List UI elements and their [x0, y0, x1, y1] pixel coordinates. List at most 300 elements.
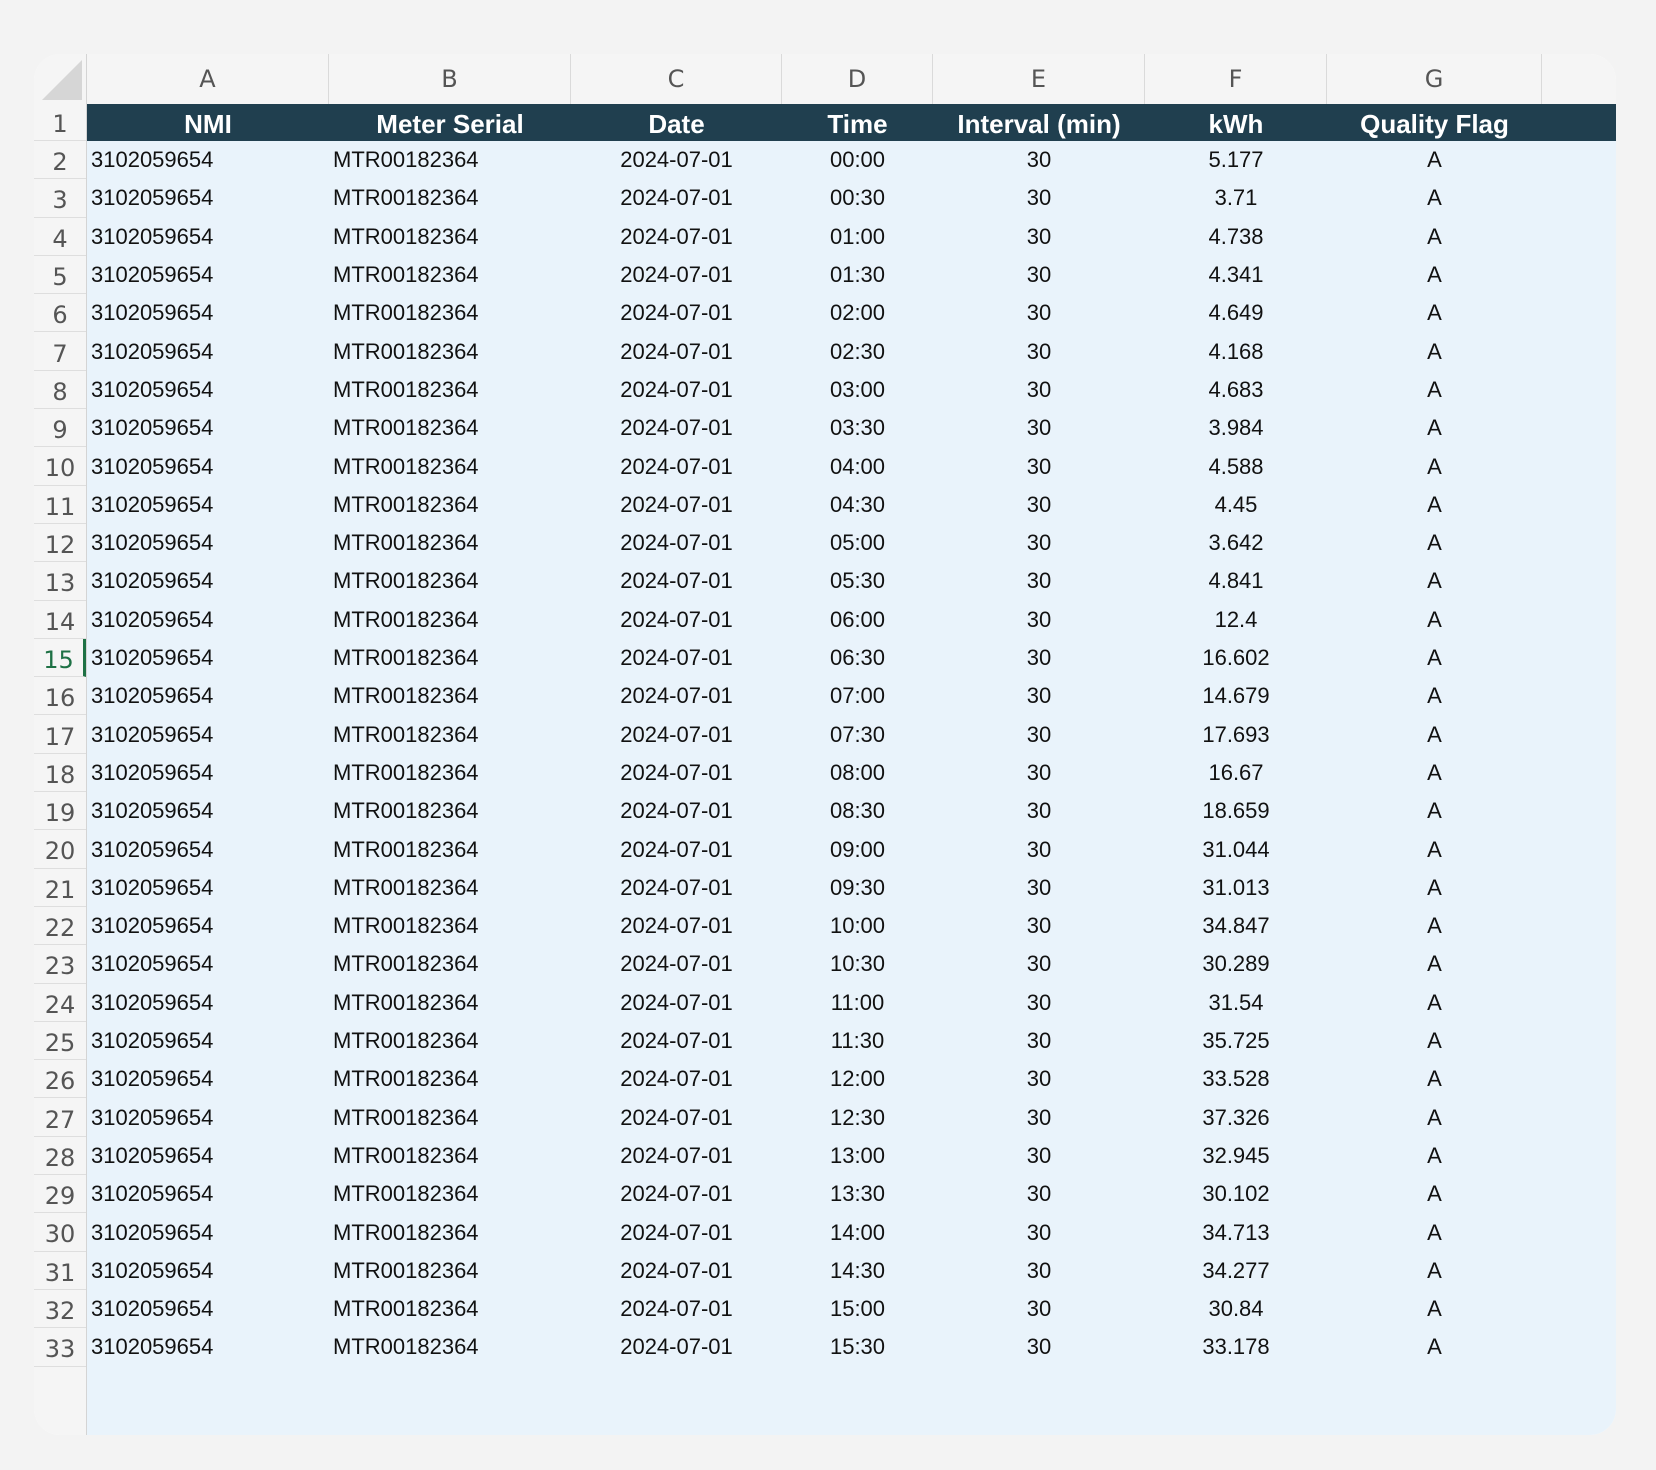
cell-time[interactable]: 12:30	[829, 1104, 886, 1130]
cell-time[interactable]: 11:00	[830, 989, 885, 1015]
row-header-8[interactable]: 8	[34, 371, 86, 409]
cell-nmi[interactable]: 3102059654	[91, 1028, 214, 1054]
cell-meter-serial[interactable]: MTR00182364	[333, 1334, 479, 1360]
table-row	[87, 218, 1616, 256]
cell-time[interactable]: 09:00	[829, 836, 886, 862]
cell-kwh[interactable]: 4.738	[1208, 223, 1264, 249]
cell-kwh[interactable]: 34.713	[1202, 1219, 1270, 1245]
cell-interval[interactable]: 30	[1026, 530, 1052, 556]
cell-kwh[interactable]: 30.84	[1208, 1296, 1264, 1322]
row-header-27[interactable]: 27	[34, 1099, 86, 1137]
cell-quality-flag[interactable]: A	[1427, 185, 1442, 211]
row-header-5[interactable]: 5	[34, 256, 86, 294]
cell-time[interactable]: 07:00	[829, 683, 886, 709]
cell-nmi[interactable]: 3102059654	[91, 1257, 214, 1283]
header-cell-interval[interactable]: Interval (min)	[957, 109, 1121, 139]
cell-kwh[interactable]: 37.326	[1202, 1104, 1270, 1130]
cell-meter-serial[interactable]: MTR00182364	[333, 1028, 479, 1054]
cell-interval[interactable]: 30	[1026, 262, 1052, 288]
cell-nmi[interactable]: 3102059654	[91, 530, 214, 556]
header-cell-quality-flag[interactable]: Quality Flag	[1360, 109, 1509, 139]
cell-meter-serial[interactable]: MTR00182364	[333, 223, 479, 249]
cell-nmi[interactable]: 3102059654	[91, 1066, 214, 1092]
row-header-strip	[34, 104, 87, 1435]
table-row	[87, 294, 1616, 332]
cell-kwh[interactable]: 12.4	[1214, 606, 1258, 632]
row-header-17[interactable]: 17	[34, 716, 86, 754]
cell-kwh[interactable]: 17.693	[1202, 721, 1270, 747]
cell-nmi[interactable]: 3102059654	[91, 1296, 214, 1322]
cell-meter-serial[interactable]: MTR00182364	[333, 836, 479, 862]
table-row	[87, 1252, 1616, 1290]
cell-date[interactable]: 2024-07-01	[620, 262, 733, 288]
row-header-25[interactable]: 25	[34, 1022, 86, 1060]
cell-quality-flag[interactable]: A	[1427, 913, 1442, 939]
row-header-1[interactable]: 1	[34, 104, 86, 141]
cell-interval[interactable]: 30	[1026, 453, 1052, 479]
cell-interval[interactable]: 30	[1026, 645, 1052, 671]
header-cell-nmi[interactable]: NMI	[184, 109, 232, 139]
table-row	[87, 639, 1616, 677]
cell-kwh[interactable]: 32.945	[1202, 1142, 1270, 1168]
cell-kwh[interactable]: 31.013	[1202, 874, 1270, 900]
cell-nmi[interactable]: 3102059654	[91, 491, 214, 517]
cell-date[interactable]: 2024-07-01	[620, 759, 733, 785]
row-header-21[interactable]: 21	[34, 869, 86, 907]
cell-quality-flag[interactable]: A	[1427, 530, 1442, 556]
header-cell-kwh[interactable]: kWh	[1208, 109, 1264, 139]
cell-interval[interactable]: 30	[1026, 338, 1052, 364]
row-header-16[interactable]: 16	[34, 677, 86, 715]
cell-time[interactable]: 10:30	[829, 951, 886, 977]
spreadsheet-grid	[34, 54, 1616, 1435]
row-header-2[interactable]: 2	[34, 141, 86, 179]
cell-meter-serial[interactable]: MTR00182364	[333, 491, 479, 517]
cell-interval[interactable]: 30	[1026, 185, 1052, 211]
table-row	[87, 256, 1616, 294]
cell-kwh[interactable]: 33.178	[1202, 1334, 1270, 1360]
table-row	[87, 371, 1616, 409]
cell-time[interactable]: 15:00	[829, 1296, 886, 1322]
table-row	[87, 677, 1616, 715]
cell-interval[interactable]: 30	[1026, 1104, 1052, 1130]
row-header-28[interactable]: 28	[34, 1137, 86, 1175]
cell-meter-serial[interactable]: MTR00182364	[333, 798, 479, 824]
cell-quality-flag[interactable]: A	[1427, 683, 1442, 709]
cell-kwh[interactable]: 18.659	[1202, 798, 1270, 824]
cell-nmi[interactable]: 3102059654	[91, 568, 214, 594]
cell-meter-serial[interactable]: MTR00182364	[333, 453, 479, 479]
cell-time[interactable]: 07:30	[829, 721, 886, 747]
cell-interval[interactable]: 30	[1026, 759, 1052, 785]
cell-meter-serial[interactable]: MTR00182364	[333, 262, 479, 288]
cell-kwh[interactable]: 4.341	[1208, 262, 1264, 288]
row-header-33[interactable]: 33	[34, 1328, 86, 1366]
cell-interval[interactable]: 30	[1026, 568, 1052, 594]
table-row	[87, 333, 1616, 371]
cell-date[interactable]: 2024-07-01	[620, 1142, 733, 1168]
cell-meter-serial[interactable]: MTR00182364	[333, 338, 479, 364]
cell-quality-flag[interactable]: A	[1427, 1257, 1442, 1283]
cell-date[interactable]: 2024-07-01	[620, 530, 733, 556]
cell-interval[interactable]: 30	[1026, 951, 1052, 977]
cell-interval[interactable]: 30	[1026, 836, 1052, 862]
cell-nmi[interactable]: 3102059654	[91, 415, 214, 441]
cell-kwh[interactable]: 5.177	[1208, 147, 1264, 173]
column-header-f[interactable]: F	[1145, 54, 1327, 104]
cell-meter-serial[interactable]: MTR00182364	[333, 300, 479, 326]
cell-nmi[interactable]: 3102059654	[91, 759, 214, 785]
cell-time[interactable]: 10:00	[829, 913, 886, 939]
cell-date[interactable]: 2024-07-01	[620, 185, 733, 211]
cell-quality-flag[interactable]: A	[1427, 1066, 1442, 1092]
cell-interval[interactable]: 30	[1026, 1334, 1052, 1360]
table-row	[87, 1022, 1616, 1060]
row-header-3[interactable]: 3	[34, 179, 86, 217]
cell-nmi[interactable]: 3102059654	[91, 185, 214, 211]
cell-nmi[interactable]: 3102059654	[91, 262, 214, 288]
cell-meter-serial[interactable]: MTR00182364	[333, 1296, 479, 1322]
table-row	[87, 792, 1616, 830]
cell-meter-serial[interactable]: MTR00182364	[333, 951, 479, 977]
cell-kwh[interactable]: 30.102	[1202, 1181, 1270, 1207]
cell-interval[interactable]: 30	[1026, 1219, 1052, 1245]
cell-quality-flag[interactable]: A	[1427, 568, 1442, 594]
cell-meter-serial[interactable]: MTR00182364	[333, 606, 479, 632]
cell-nmi[interactable]: 3102059654	[91, 453, 214, 479]
column-header-g[interactable]: G	[1327, 54, 1542, 104]
row-header-23[interactable]: 23	[34, 945, 86, 983]
cell-kwh[interactable]: 3.642	[1208, 530, 1264, 556]
cell-date[interactable]: 2024-07-01	[620, 1296, 733, 1322]
cell-date[interactable]: 2024-07-01	[620, 798, 733, 824]
cell-quality-flag[interactable]: A	[1427, 1334, 1442, 1360]
cell-kwh[interactable]: 34.277	[1202, 1257, 1270, 1283]
cell-kwh[interactable]: 30.289	[1202, 951, 1270, 977]
cell-date[interactable]: 2024-07-01	[620, 415, 733, 441]
cell-date[interactable]: 2024-07-01	[620, 645, 733, 671]
cell-nmi[interactable]: 3102059654	[91, 683, 214, 709]
header-cell-date[interactable]: Date	[648, 109, 705, 139]
cell-date[interactable]: 2024-07-01	[620, 453, 733, 479]
column-header-c[interactable]: C	[571, 54, 782, 104]
cell-meter-serial[interactable]: MTR00182364	[333, 147, 479, 173]
cell-interval[interactable]: 30	[1026, 798, 1052, 824]
cell-quality-flag[interactable]: A	[1427, 223, 1442, 249]
cell-quality-flag[interactable]: A	[1427, 262, 1442, 288]
cell-meter-serial[interactable]: MTR00182364	[333, 1219, 479, 1245]
cell-kwh[interactable]: 4.45	[1214, 491, 1258, 517]
cell-meter-serial[interactable]: MTR00182364	[333, 989, 479, 1015]
cell-date[interactable]: 2024-07-01	[620, 1334, 733, 1360]
header-cell-meter-serial[interactable]: Meter Serial	[376, 109, 524, 139]
cell-interval[interactable]: 30	[1026, 1142, 1052, 1168]
row-header-19[interactable]: 19	[34, 792, 86, 830]
column-header-a[interactable]: A	[87, 54, 329, 104]
cell-date[interactable]: 2024-07-01	[620, 300, 733, 326]
cell-quality-flag[interactable]: A	[1427, 798, 1442, 824]
cell-nmi[interactable]: 3102059654	[91, 1219, 214, 1245]
cell-meter-serial[interactable]: MTR00182364	[333, 415, 479, 441]
cell-date[interactable]: 2024-07-01	[620, 1066, 733, 1092]
cell-interval[interactable]: 30	[1026, 415, 1052, 441]
cell-quality-flag[interactable]: A	[1427, 951, 1442, 977]
cell-nmi[interactable]: 3102059654	[91, 376, 214, 402]
cell-date[interactable]: 2024-07-01	[620, 376, 733, 402]
row-header-29[interactable]: 29	[34, 1175, 86, 1213]
cell-date[interactable]: 2024-07-01	[620, 338, 733, 364]
cell-date[interactable]: 2024-07-01	[620, 1257, 733, 1283]
column-header-b[interactable]: B	[329, 54, 571, 104]
row-header-4[interactable]: 4	[34, 218, 86, 256]
cell-nmi[interactable]: 3102059654	[91, 1334, 214, 1360]
cell-date[interactable]: 2024-07-01	[620, 951, 733, 977]
cell-nmi[interactable]: 3102059654	[91, 874, 214, 900]
cell-time[interactable]: 05:00	[829, 530, 886, 556]
cell-kwh[interactable]: 4.841	[1208, 568, 1264, 594]
cell-date[interactable]: 2024-07-01	[620, 683, 733, 709]
cell-date[interactable]: 2024-07-01	[620, 721, 733, 747]
cell-quality-flag[interactable]: A	[1427, 1219, 1442, 1245]
cell-nmi[interactable]: 3102059654	[91, 721, 214, 747]
cell-kwh[interactable]: 35.725	[1202, 1028, 1270, 1054]
cell-meter-serial[interactable]: MTR00182364	[333, 874, 479, 900]
row-header-24[interactable]: 24	[34, 984, 86, 1022]
cell-date[interactable]: 2024-07-01	[620, 913, 733, 939]
cell-nmi[interactable]: 3102059654	[91, 645, 214, 671]
cell-meter-serial[interactable]: MTR00182364	[333, 683, 479, 709]
table-row	[87, 1328, 1616, 1366]
cell-time[interactable]: 02:30	[829, 338, 886, 364]
table-row	[87, 409, 1616, 447]
row-header-13[interactable]: 13	[34, 562, 86, 600]
cell-interval[interactable]: 30	[1026, 913, 1052, 939]
cell-kwh[interactable]: 4.168	[1208, 338, 1264, 364]
cell-quality-flag[interactable]: A	[1427, 645, 1442, 671]
row-header-6[interactable]: 6	[34, 294, 86, 332]
cell-nmi[interactable]: 3102059654	[91, 223, 214, 249]
table-row	[87, 716, 1616, 754]
cell-meter-serial[interactable]: MTR00182364	[333, 530, 479, 556]
cell-nmi[interactable]: 3102059654	[91, 951, 214, 977]
row-header-22[interactable]: 22	[34, 907, 86, 945]
cell-meter-serial[interactable]: MTR00182364	[333, 1066, 479, 1092]
cell-kwh[interactable]: 3.71	[1214, 185, 1258, 211]
cell-time[interactable]: 15:30	[829, 1334, 886, 1360]
cell-nmi[interactable]: 3102059654	[91, 147, 214, 173]
table-row	[87, 1137, 1616, 1175]
cell-meter-serial[interactable]: MTR00182364	[333, 913, 479, 939]
cell-interval[interactable]: 30	[1026, 1296, 1052, 1322]
cell-nmi[interactable]: 3102059654	[91, 798, 214, 824]
cell-meter-serial[interactable]: MTR00182364	[333, 645, 479, 671]
cell-quality-flag[interactable]: A	[1427, 491, 1442, 517]
cell-date[interactable]: 2024-07-01	[620, 606, 733, 632]
select-all-triangle-icon[interactable]	[42, 60, 82, 100]
cell-time[interactable]: 13:00	[829, 1142, 886, 1168]
cell-quality-flag[interactable]: A	[1427, 300, 1442, 326]
cell-kwh[interactable]: 4.588	[1208, 453, 1264, 479]
cell-meter-serial[interactable]: MTR00182364	[333, 759, 479, 785]
cell-interval[interactable]: 30	[1026, 1257, 1052, 1283]
cell-time[interactable]: 01:30	[829, 262, 886, 288]
cell-date[interactable]: 2024-07-01	[620, 223, 733, 249]
cell-nmi[interactable]: 3102059654	[91, 913, 214, 939]
select-all-corner[interactable]	[34, 54, 87, 104]
cell-kwh[interactable]: 16.67	[1208, 759, 1264, 785]
cell-interval[interactable]: 30	[1026, 606, 1052, 632]
cell-time[interactable]: 00:00	[829, 147, 886, 173]
cell-time[interactable]: 08:30	[829, 798, 886, 824]
cell-time[interactable]: 03:00	[829, 376, 886, 402]
cell-meter-serial[interactable]: MTR00182364	[333, 376, 479, 402]
cell-time[interactable]: 00:30	[829, 185, 886, 211]
cell-time[interactable]: 06:30	[829, 645, 886, 671]
cell-time[interactable]: 04:30	[829, 491, 886, 517]
cell-quality-flag[interactable]: A	[1427, 1104, 1442, 1130]
cell-interval[interactable]: 30	[1026, 376, 1052, 402]
cell-quality-flag[interactable]: A	[1427, 376, 1442, 402]
cell-time[interactable]: 14:30	[829, 1257, 886, 1283]
cell-date[interactable]: 2024-07-01	[620, 836, 733, 862]
cell-date[interactable]: 2024-07-01	[620, 1104, 733, 1130]
cell-time[interactable]: 02:00	[829, 300, 886, 326]
cell-date[interactable]: 2024-07-01	[620, 1028, 733, 1054]
cell-nmi[interactable]: 3102059654	[91, 338, 214, 364]
cell-date[interactable]: 2024-07-01	[620, 989, 733, 1015]
table-row	[87, 907, 1616, 945]
cell-time[interactable]: 09:30	[829, 874, 886, 900]
cell-interval[interactable]: 30	[1026, 223, 1052, 249]
cell-time[interactable]: 11:30	[830, 1028, 885, 1054]
cell-nmi[interactable]: 3102059654	[91, 1181, 214, 1207]
cell-quality-flag[interactable]: A	[1427, 1181, 1442, 1207]
data-area	[87, 104, 1616, 1435]
cell-interval[interactable]: 30	[1026, 147, 1052, 173]
cell-nmi[interactable]: 3102059654	[91, 1142, 214, 1168]
cell-quality-flag[interactable]: A	[1427, 415, 1442, 441]
row-header-15[interactable]: 15	[34, 639, 86, 677]
cell-time[interactable]: 13:30	[829, 1181, 886, 1207]
cell-date[interactable]: 2024-07-01	[620, 874, 733, 900]
cell-meter-serial[interactable]: MTR00182364	[333, 1257, 479, 1283]
row-header-14[interactable]: 14	[34, 601, 86, 639]
row-header-11[interactable]: 11	[34, 486, 86, 524]
cell-time[interactable]: 01:00	[829, 223, 886, 249]
cell-nmi[interactable]: 3102059654	[91, 300, 214, 326]
cell-kwh[interactable]: 4.683	[1208, 376, 1264, 402]
cell-quality-flag[interactable]: A	[1427, 1028, 1442, 1054]
cell-time[interactable]: 08:00	[829, 759, 886, 785]
cell-interval[interactable]: 30	[1026, 1066, 1052, 1092]
row-header-32[interactable]: 32	[34, 1290, 86, 1328]
cell-meter-serial[interactable]: MTR00182364	[333, 568, 479, 594]
cell-quality-flag[interactable]: A	[1427, 874, 1442, 900]
cell-interval[interactable]: 30	[1026, 300, 1052, 326]
row-header-12[interactable]: 12	[34, 524, 86, 562]
cell-meter-serial[interactable]: MTR00182364	[333, 1181, 479, 1207]
table-row	[87, 1213, 1616, 1251]
table-row	[87, 524, 1616, 562]
row-header-31[interactable]: 31	[34, 1252, 86, 1290]
cell-nmi[interactable]: 3102059654	[91, 1104, 214, 1130]
cell-kwh[interactable]: 31.044	[1202, 836, 1270, 862]
cell-nmi[interactable]: 3102059654	[91, 989, 214, 1015]
cell-quality-flag[interactable]: A	[1427, 759, 1442, 785]
row-header-10[interactable]: 10	[34, 447, 86, 485]
cell-meter-serial[interactable]: MTR00182364	[333, 1104, 479, 1130]
cell-date[interactable]: 2024-07-01	[620, 147, 733, 173]
cell-time[interactable]: 12:00	[829, 1066, 886, 1092]
cell-time[interactable]: 03:30	[829, 415, 886, 441]
cell-kwh[interactable]: 31.54	[1208, 989, 1264, 1015]
table-row	[87, 601, 1616, 639]
table-row	[87, 754, 1616, 792]
column-header-e[interactable]: E	[933, 54, 1145, 104]
cell-quality-flag[interactable]: A	[1427, 989, 1442, 1015]
column-header-d[interactable]: D	[782, 54, 933, 104]
cell-date[interactable]: 2024-07-01	[620, 568, 733, 594]
cell-quality-flag[interactable]: A	[1427, 606, 1442, 632]
cell-interval[interactable]: 30	[1026, 1181, 1052, 1207]
row-header-18[interactable]: 18	[34, 754, 86, 792]
cell-quality-flag[interactable]: A	[1427, 453, 1442, 479]
cell-time[interactable]: 04:00	[829, 453, 886, 479]
row-header-20[interactable]: 20	[34, 830, 86, 868]
table-header-row	[87, 104, 1616, 141]
table-row	[87, 179, 1616, 217]
cell-kwh[interactable]: 14.679	[1202, 683, 1270, 709]
cell-interval[interactable]: 30	[1026, 989, 1052, 1015]
cell-time[interactable]: 05:30	[829, 568, 886, 594]
cell-interval[interactable]: 30	[1026, 491, 1052, 517]
cell-kwh[interactable]: 16.602	[1202, 645, 1270, 671]
cell-meter-serial[interactable]: MTR00182364	[333, 1142, 479, 1168]
cell-meter-serial[interactable]: MTR00182364	[333, 721, 479, 747]
cell-kwh[interactable]: 34.847	[1202, 913, 1270, 939]
row-header-30[interactable]: 30	[34, 1213, 86, 1251]
cell-quality-flag[interactable]: A	[1427, 721, 1442, 747]
cell-meter-serial[interactable]: MTR00182364	[333, 185, 479, 211]
row-header-7[interactable]: 7	[34, 333, 86, 371]
cell-nmi[interactable]: 3102059654	[91, 836, 214, 862]
cell-time[interactable]: 06:00	[829, 606, 886, 632]
column-header-strip	[34, 54, 1616, 105]
cell-quality-flag[interactable]: A	[1427, 1296, 1442, 1322]
header-cell-time[interactable]: Time	[827, 109, 888, 139]
cell-nmi[interactable]: 3102059654	[91, 606, 214, 632]
cell-quality-flag[interactable]: A	[1427, 1142, 1442, 1168]
cell-date[interactable]: 2024-07-01	[620, 1219, 733, 1245]
cell-time[interactable]: 14:00	[829, 1219, 886, 1245]
row-header-9[interactable]: 9	[34, 409, 86, 447]
cell-date[interactable]: 2024-07-01	[620, 491, 733, 517]
cell-quality-flag[interactable]: A	[1427, 147, 1442, 173]
row-header-26[interactable]: 26	[34, 1060, 86, 1098]
cell-kwh[interactable]: 3.984	[1208, 415, 1264, 441]
cell-date[interactable]: 2024-07-01	[620, 1181, 733, 1207]
cell-interval[interactable]: 30	[1026, 1028, 1052, 1054]
cell-interval[interactable]: 30	[1026, 874, 1052, 900]
cell-quality-flag[interactable]: A	[1427, 338, 1442, 364]
cell-interval[interactable]: 30	[1026, 721, 1052, 747]
cell-kwh[interactable]: 4.649	[1208, 300, 1264, 326]
table-row	[87, 984, 1616, 1022]
table-row	[87, 562, 1616, 600]
cell-quality-flag[interactable]: A	[1427, 836, 1442, 862]
cell-kwh[interactable]: 33.528	[1202, 1066, 1270, 1092]
cell-interval[interactable]: 30	[1026, 683, 1052, 709]
